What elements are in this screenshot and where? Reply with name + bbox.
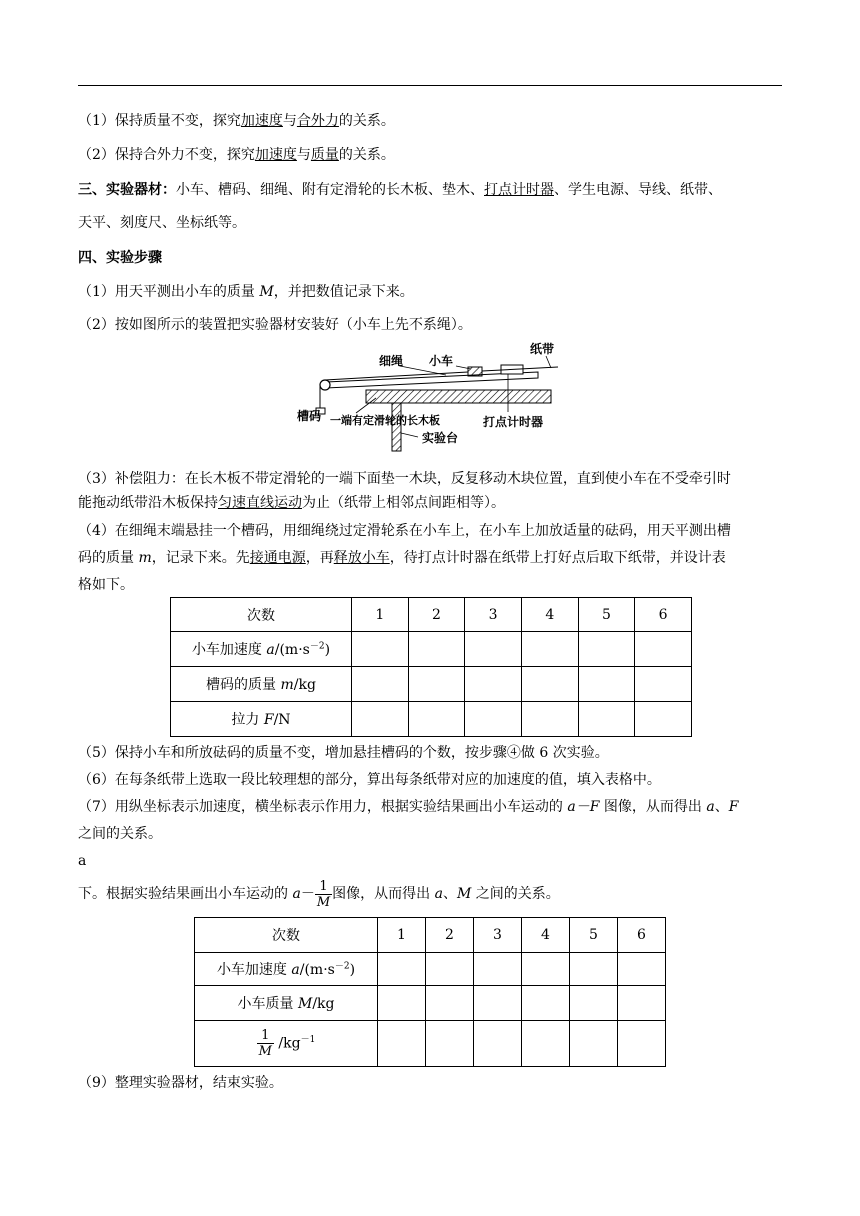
cart xyxy=(468,367,482,376)
step-1: （1）用天平测出小车的质量 M，并把数值记录下来。 xyxy=(78,284,414,300)
section-heading: 四、实验步骤 xyxy=(78,250,162,266)
header-rule xyxy=(78,85,782,86)
table-top xyxy=(366,390,551,403)
step-8-line-1: a xyxy=(78,853,87,869)
objective-1: （1）保持质量不变，探究加速度与合外力的关系。 xyxy=(78,113,395,129)
data-table-mass xyxy=(194,917,666,1067)
label-cart: 小车 xyxy=(429,354,454,368)
table-row: 拉力 F/N xyxy=(171,702,692,737)
label-table: 实验台 xyxy=(422,431,459,445)
label-rope: 细绳 xyxy=(379,354,404,368)
table-row: 槽码的质量 m/kg xyxy=(171,667,692,702)
table-header-row: 次数 1 2 3 4 5 6 xyxy=(195,918,666,953)
table-row: $\frac{1}{M}$ $/kg^{-1}$ xyxy=(195,1021,666,1067)
table-row: 小车加速度 $a/(m\cdot s^{-2})$ xyxy=(171,632,692,667)
table-leg xyxy=(392,403,401,451)
section-heading: 三、实验器材： xyxy=(78,182,176,198)
label-timer: 打点计时器 xyxy=(483,415,544,429)
step-5: （5）保持小车和所放砝码的质量不变，增加悬挂槽码的个数，按步骤④做 6 次实验。 xyxy=(78,745,609,761)
step-2: （2）按如图所示的装置把实验器材安装好（小车上先不系绳）。 xyxy=(78,317,472,333)
equipment-line-1: 三、实验器材：小车、槽码、细绳、附有定滑轮的长木板、垫木、打点计时器、学生电源、导线、纸带、 xyxy=(78,182,722,198)
step-4-line-2: 码的质量 m，记录下来。先接通电源，再释放小车，待打点计时器在纸带上打好点后取下纸带，并设计表 xyxy=(78,550,726,566)
apparatus-figure xyxy=(296,338,566,456)
equipment-line-2: 天平、刻度尺、坐标纸等。 xyxy=(78,215,246,231)
table-row: 小车质量 M/kg xyxy=(195,986,666,1021)
fraction: $\frac{1}{M}$ xyxy=(316,878,331,910)
pulley xyxy=(320,380,330,390)
step-7-line-2: 之间的关系。 xyxy=(78,826,162,842)
step-9: （9）整理实验器材，结束实验。 xyxy=(78,1075,283,1091)
label-board: 一端有定滑轮的长木板 xyxy=(330,414,440,427)
step-3-line-2: 能拖动纸带沿木板保持匀速直线运动为止（纸带上相邻点间距相等）。 xyxy=(78,495,505,511)
fraction: $\frac{1}{M}$ xyxy=(258,1028,272,1059)
step-8-line-2: 下。根据实验结果画出小车运动的 a－ $\frac{1}{M}$ 图像，从而得出 a、M 之间的关系。 xyxy=(78,878,560,910)
step-6: （6）在每条纸带上选取一段比较理想的部分，算出每条纸带对应的加速度的值，填入表格中。 xyxy=(78,772,661,788)
label-weight: 槽码 xyxy=(297,409,322,423)
step-4-line-3: 格如下。 xyxy=(78,577,134,593)
table-row: 小车加速度 $a/(m\cdot s^{-2})$ xyxy=(195,953,666,986)
step-7-line-1: （7）用纵坐标表示加速度，横坐标表示作用力，根据实验结果画出小车运动的 a－F 图像，从而得出 a、F xyxy=(78,799,739,815)
objective-2: （2）保持合外力不变，探究加速度与质量的关系。 xyxy=(78,147,395,163)
table-header-row: 次数 1 2 3 4 5 6 xyxy=(171,598,692,632)
step-4-line-1: （4）在细绳末端悬挂一个槽码，用细绳绕过定滑轮系在小车上，在小车上加放适量的砝码，用天平测出槽 xyxy=(78,523,731,539)
label-tape: 纸带 xyxy=(530,342,555,356)
step-3-line-1: （3）补偿阻力：在长木板不带定滑轮的一端下面垫一木块，反复移动木块位置，直到使小车在不受牵引时 xyxy=(78,471,731,487)
data-table-force xyxy=(170,597,692,737)
